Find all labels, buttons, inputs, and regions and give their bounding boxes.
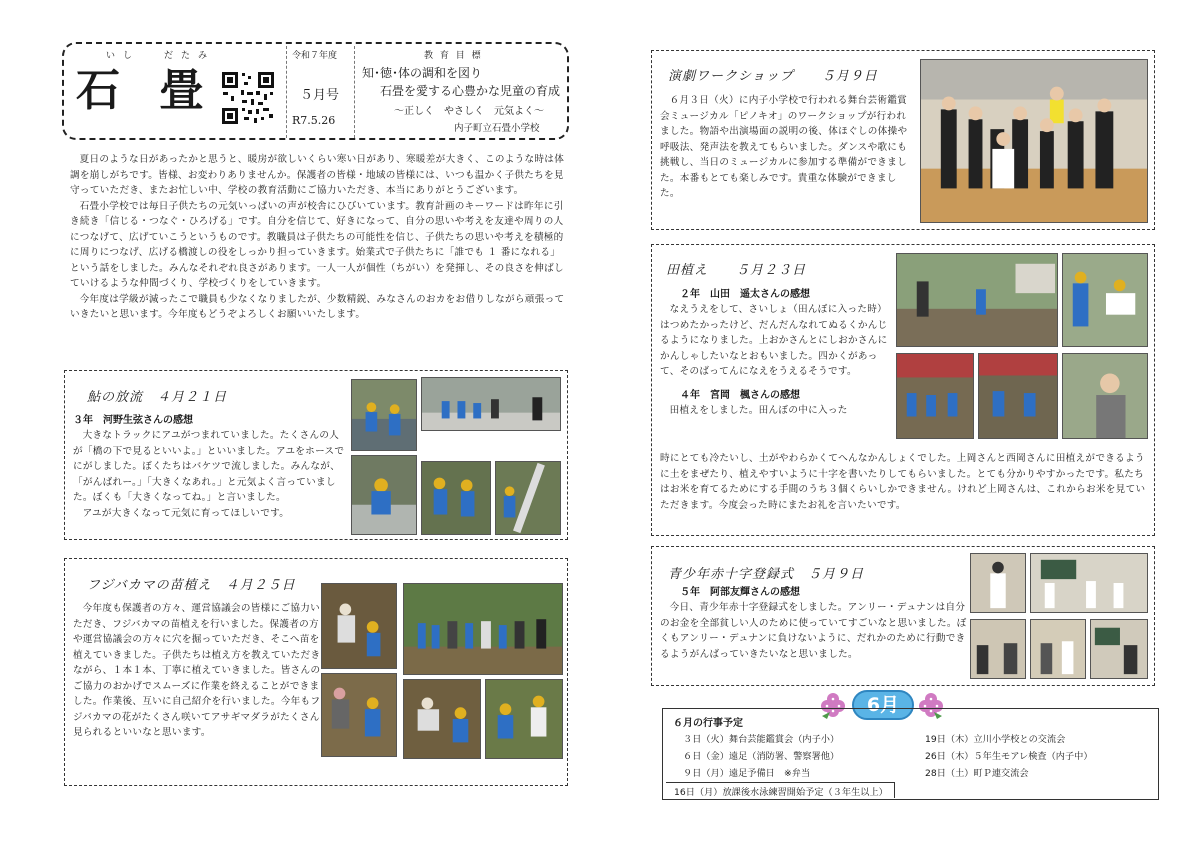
- goals-heading: 教 育 目 標: [424, 51, 483, 61]
- photo-group-with-volunteers: [403, 583, 563, 675]
- photo-digging-holes: [321, 583, 397, 669]
- junior-red-cross-section: [651, 546, 1155, 686]
- schedule-item: 26日（木）５年生モアレ検査（内子中）: [925, 751, 1093, 762]
- drama-workshop-section: [651, 50, 1155, 230]
- intro-text: [70, 152, 570, 323]
- section-title: 演劇ワークショップ ５月９日: [668, 69, 878, 84]
- photo-planting-in-mud-1: [896, 353, 974, 439]
- intro-paragraph-1: 夏日のような日があったかと思うと、暖房が欲しいくらい寒い日があり、寒暖差が大きく、このような時は体調を崩しがちです。皆様、お変わりありませんか。保護者の皆様・地域の皆様には、いつも温かく子供たちを見守っていただき、またお忙しい中、学校の教育活動にご協力いただき、本当にありがとうございます。: [70, 154, 565, 196]
- title-reading-datami: だたみ: [164, 51, 216, 61]
- school-name: 内子町立石畳小学校: [454, 123, 540, 134]
- photo-ceremony-1: [970, 553, 1026, 613]
- june-label: 6月: [852, 690, 914, 720]
- schedule-heading: ６月の行事予定: [673, 718, 743, 729]
- section-title: 青少年赤十字登録式 ５月９日: [668, 567, 865, 582]
- section-text-2b: 時にとても冷たいし、土がやわらかくてへんなかんしょくでした。上岡さんと西岡さんに田植えができるように土をまぜたり、植えやすいように十字を書いたりしてもらいました。とても分かりやすかったです。私たちはお米を育てるためにする手間のうち３個くらいしかできません。けれど上岡さんは、これからお米を見ていただきます。今度会った時にまたお礼を言いたいです。: [660, 453, 1146, 511]
- goal-line-1: 知･徳･体の調和を図り: [362, 66, 483, 80]
- photo-kneeling-planting: [403, 679, 481, 759]
- photo-farmer-smiling: [1062, 353, 1148, 439]
- masthead: [62, 42, 569, 140]
- schedule-item: 16日（月）放課後水泳練習開始予定（３年生以上）: [666, 782, 895, 798]
- photo-children-with-buckets: [421, 461, 491, 535]
- title-reading-ishi: いし: [106, 51, 141, 61]
- photo-releasing-fish: [351, 455, 417, 535]
- section-text-1: なえうえをして、さいしょ（田んぼに入った時）はつめたかったけど、だんだんなれてぬるくかんじるようになりました。上おかさんとにしおかさんにかんしゃしたいなとおもいました。四かくがあって、そのばってんになえをうえるそうです。: [660, 304, 888, 377]
- photo-workshop-group: [920, 59, 1148, 223]
- schedule-item: 19日（木）立川小学校との交流会: [925, 734, 1066, 745]
- author-line-1: ２年 山田 遥太さんの感想: [680, 289, 810, 300]
- section-text-2a: 田植えをしました。田んぼの中に入った: [669, 404, 848, 416]
- section-text: 大きなトラックにアユがつまれていました。たくさんの人が「橋の下で見るといいよ。」といいました。アユをホースでにがしました。ぼくたちはバケツで流しました。みんなが、「がんばれー。」「大きくなあれ。」と元気よく言っていました。ぼくも「大きくなってね。」と言いました。: [73, 430, 345, 503]
- photo-hose-into-river: [495, 461, 561, 535]
- schedule-item: ３日（火）舞台芸能鑑賞会（内子小）: [683, 734, 840, 745]
- intro-paragraph-2: 石畳小学校では毎日子供たちの元気いっぱいの声が校舎にひびいています。教育計画のキーワードは昨年に引き続き「信じる・つなぐ・ひろげる」です。自分を信じて、好きになって、自分の思いや考えを友達や周りの人につなげて、広げていこうというものです。教職員は子供たちの可能性を信じ、子供たちの思いや考えを積極的に周りにつなげ、広げる橋渡しの役をしっかり担っていきます。始業式で子供たちに「誰でも １ 番になれる」という話をしました。みんなそれぞれ良さがあります。一人一人が個性（ちがい）を発揮し、その良さを伸ばしていけるような仲間づくり、学校づくりをしていきます。: [70, 200, 564, 289]
- section-title: 田植え ５月２３日: [666, 263, 807, 278]
- newsletter-title: 石 畳: [76, 65, 216, 116]
- fiscal-year: 令和７年度: [292, 51, 338, 61]
- schedule-item: 28日（土）町Ｐ連交流会: [925, 768, 1029, 779]
- section-title: 鮎の放流 ４月２１日: [87, 390, 228, 405]
- goal-line-2: 石畳を愛する心豊かな児童の育成: [380, 84, 561, 98]
- photo-children-on-bridge: [421, 377, 561, 431]
- section-text-2: アユが大きくなって元気に育ってほしいです。: [82, 507, 290, 519]
- section-text: 今日、青少年赤十字登録式をしました。アンリー・デュナンは自分のお金を全部貧しい人のために使っていてすごいなと思いました。ぼくもアンリー・デュナンに負けないように、だれかのために行動できるようがんばっていきたいなと思いました。: [660, 602, 967, 660]
- photo-ceremony-4: [1030, 619, 1086, 679]
- issue-date: R7.5.26: [292, 114, 336, 127]
- photo-planting-in-mud-2: [978, 353, 1058, 439]
- photo-children-at-river: [351, 379, 417, 451]
- section-text: 今年度も保護者の方々、運営協議会の皆様にご協力いただき、フジバカマの苗植えを行いました。保護者の方や運営協議会の方々に穴を掘っていただき、そこへ苗を植えていきました。子供たちは植え方を教えていただきながら、１本１本、丁寧に植えていきました。皆さんのご協力のおかげでスムーズに作業を終えることができました。作業後、互いに自己紹介を行いました。今年もフジバカマの花がたくさん咲いてアサギマダラがたくさん見られるといいなと思います。: [73, 603, 321, 738]
- issue-month: ５月号: [300, 88, 340, 103]
- photo-child-planting: [485, 679, 563, 759]
- section-title: フジバカマの苗植え ４月２５日: [87, 578, 296, 593]
- june-schedule: [662, 708, 1159, 800]
- photo-planting-seedling: [321, 673, 397, 757]
- photo-ceremony-5: [1090, 619, 1148, 679]
- fujibakama-planting-section: [64, 558, 568, 786]
- photo-ceremony-2: [1030, 553, 1148, 613]
- rice-planting-section: [651, 244, 1155, 536]
- author-line: ３年 河野生弦さんの感想: [73, 415, 193, 426]
- qr-code-icon[interactable]: [220, 70, 276, 126]
- schedule-item: ６日（金）遠足（消防署、警察署他）: [683, 751, 840, 762]
- intro-paragraph-3: 今年度は学級が減ったこで職員も少なくなりましたが、少数精鋭、みなさんのおカをお借りしながら頑張っていきたいと思います。今年度もどうぞよろしくお願いいたします。: [70, 293, 565, 320]
- goal-motto: 〜正しく やさしく 元気よく〜: [394, 106, 544, 117]
- photo-children-with-signs: [1062, 253, 1148, 347]
- schedule-item: ９日（月）遠足予備日 ※弁当: [683, 768, 811, 779]
- photo-ceremony-3: [970, 619, 1026, 679]
- photo-rice-paddy: [896, 253, 1058, 347]
- author-line: ５年 阿部友輝さんの感想: [680, 587, 800, 598]
- section-text: ６月３日（火）に内子小学校で行われる舞台芸術鑑賞会ミュージカル「ピノキオ」のワークショップが行われました。物語や出演場面の説明の後、体ほぐしの体操や呼吸法、発声法を教えてもらいました。ダンスや歌にも挑戦し、当日のミュージカルに参加する準備ができました。本番もとても楽しみです。貴重な体験ができました。: [660, 95, 908, 199]
- author-line-2: ４年 宮岡 楓さんの感想: [680, 389, 800, 401]
- ayu-release-section: [64, 370, 568, 540]
